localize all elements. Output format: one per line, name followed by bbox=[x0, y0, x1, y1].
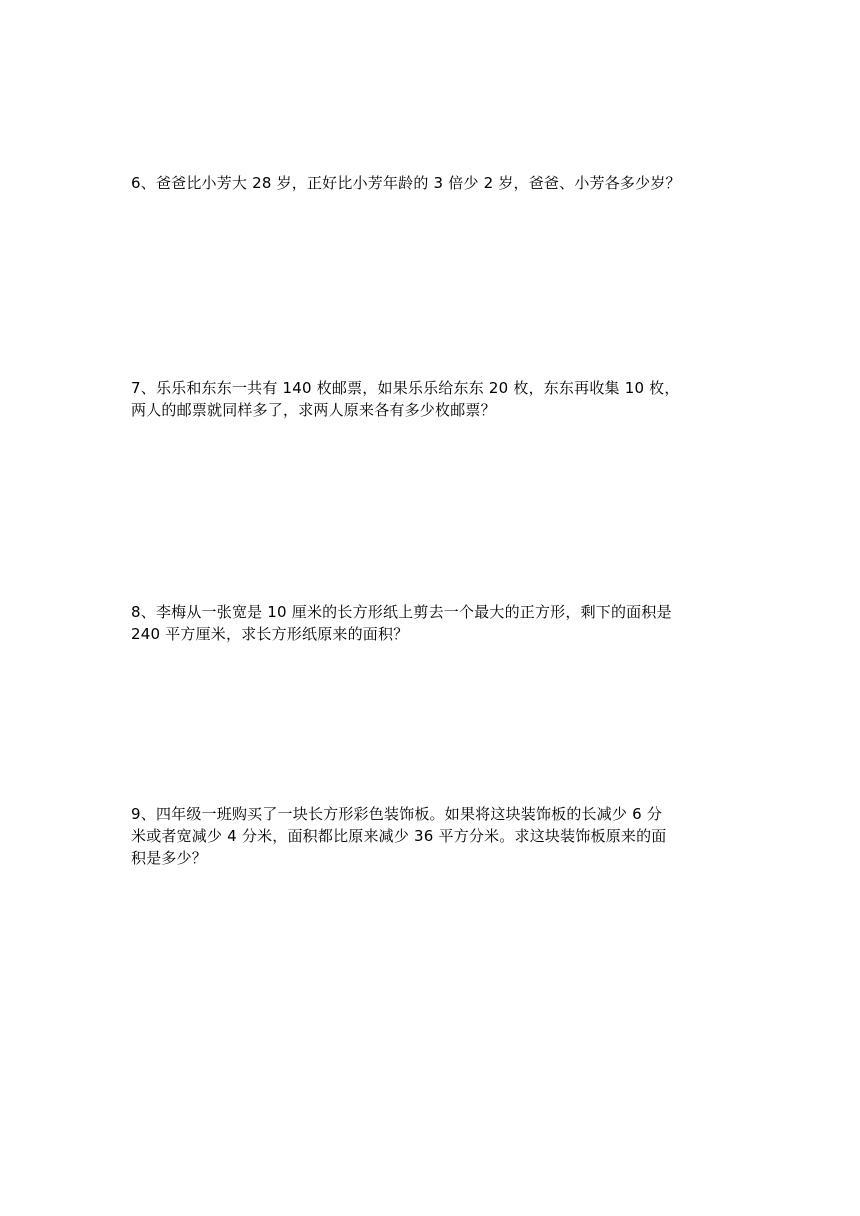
question-9-line-1: 9、四年级一班购买了一块长方形彩色装饰板。如果将这块装饰板的长减少 6 分 bbox=[131, 805, 663, 823]
question-9 bbox=[131, 803, 731, 869]
question-7 bbox=[131, 377, 731, 421]
question-6 bbox=[131, 172, 731, 194]
question-8-line-2: 240 平方厘米，求长方形纸原来的面积？ bbox=[131, 625, 409, 643]
question-7-line-2: 两人的邮票就同样多了，求两人原来各有多少枚邮票？ bbox=[131, 401, 496, 419]
question-9-line-3: 积是多少？ bbox=[131, 849, 208, 867]
question-8-line-1: 8、李梅从一张宽是 10 厘米的长方形纸上剪去一个最大的正方形，剩下的面积是 bbox=[131, 603, 672, 621]
question-8 bbox=[131, 601, 731, 645]
question-6-line-1: 6、爸爸比小芳大 28 岁，正好比小芳年龄的 3 倍少 2 岁，爸爸、小芳各多少岁？ bbox=[131, 174, 681, 192]
question-9-line-2: 米或者宽减少 4 分米，面积都比原来减少 36 平方分米。求这块装饰板原来的面 bbox=[131, 827, 667, 845]
question-7-line-1: 7、乐乐和东东一共有 140 枚邮票，如果乐乐给东东 20 枚，东东再收集 10 枚， bbox=[131, 379, 680, 397]
